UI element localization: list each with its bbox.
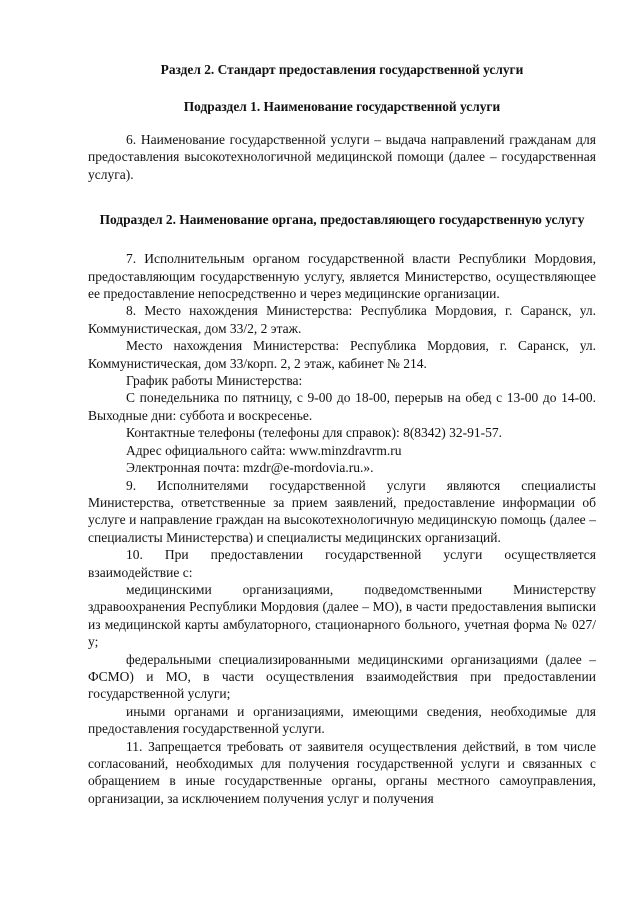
schedule-label: График работы Министерства: <box>126 373 303 389</box>
subsection-2-title: Подраздел 2. Наименование органа, предоставляющего государственную услугу <box>99 212 585 228</box>
paragraph-10-item-other: иными органами и организациями, имеющими сведения, необходимые для предоставления государственной услуги. <box>88 703 596 737</box>
paragraph-8-address: Место нахождения Министерства: Республика Мордовия, г. Саранск, ул. Коммунистическая, дом 33/корп. 2, 2 этаж, кабинет № 214. <box>88 338 596 371</box>
document-page <box>88 55 596 807</box>
schedule-text: С понедельника по пятницу, с 9-00 до 18-00, перерыв на обед с 13-00 до 14-00. Выходные дни: суббота и воскресенье. <box>88 390 596 423</box>
paragraph-9: 9. Исполнителями государственной услуги являются специалисты Министерства, ответственные за прием заявлений, предоставление информации об услуге и направление граждан на высокотехнологичную медицинскую помощь (далее – специалисты Министерства) и специалисты медицинских организаций. <box>88 477 596 545</box>
subsection-1-title: Подраздел 1. Наименование государственной услуги <box>183 99 501 114</box>
email-address: Электронная почта: mzdr@e-mordovia.ru.». <box>126 460 374 476</box>
paragraph-10: 10. При предоставлении государственной услуги осуществляется взаимодействие с: <box>88 547 596 580</box>
paragraph-6: 6. Наименование государственной услуги – выдача направлений гражданам для предоставления высокотехнологичной медицинской помощи (далее – государственная услуга). <box>88 132 596 182</box>
section-title: Раздел 2. Стандарт предоставления государственной услуги <box>160 62 524 77</box>
contact-phones: Контактные телефоны (телефоны для справок): 8(8342) 32-91-57. <box>126 425 503 441</box>
paragraph-10-item-fsmo: федеральными специализированными медицинскими организациями (далее – ФСМО) и МО, в части осуществления взаимодействия при предоставлении государственной услуги; <box>88 651 596 702</box>
website-address: Адрес официального сайта: www.minzdravrm.ru <box>126 442 402 458</box>
paragraph-8: 8. Место нахождения Министерства: Республика Мордовия, г. Саранск, ул. Коммунистическая, дом 33/2, 2 этаж. <box>88 303 596 336</box>
paragraph-7: 7. Исполнительным органом государственной власти Республики Мордовия, предоставляющим государственную услугу, является Министерство, осуществляющее ее предоставление непосредственно и через медицинские организации. <box>88 251 596 302</box>
paragraph-10-item-mo: медицинскими организациями, подведомственными Министерству здравоохранения Республики Мордовия (далее – МО), в части предоставления выписки из медицинской карты амбулаторного, стационарного больного, учетная форма № 027/у; <box>88 581 596 650</box>
paragraph-11: 11. Запрещается требовать от заявителя осуществления действий, в том числе согласований, необходимых для получения государственной услуги и связанных с обращением в иные государственные органы, органы местного самоуправления, организации, за исключением получения услуг и получения <box>88 738 596 806</box>
